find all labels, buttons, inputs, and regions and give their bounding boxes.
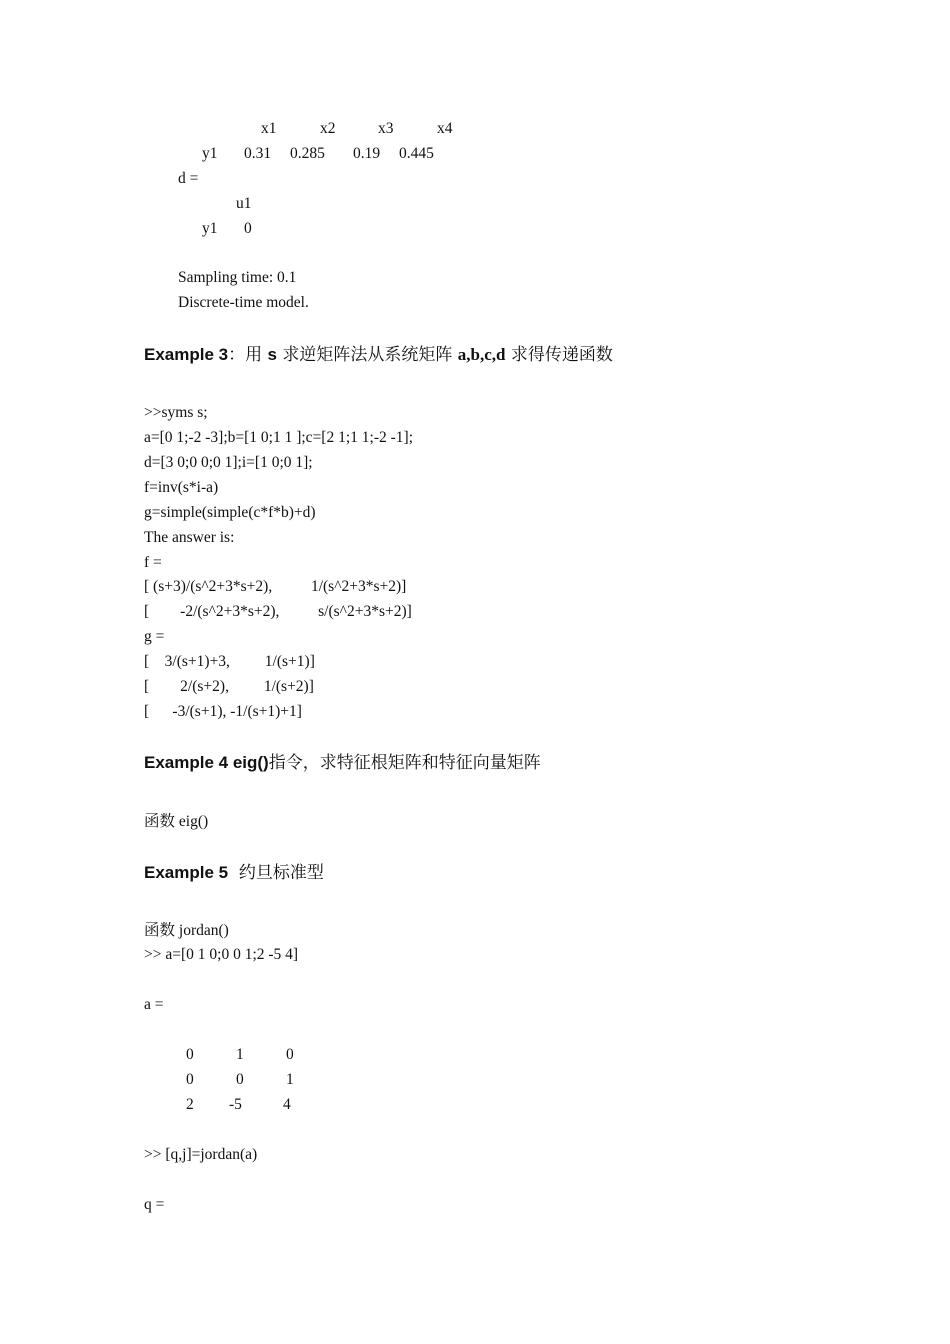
example-5-heading: Example 5 约旦标准型 <box>144 863 324 883</box>
example-4-heading: Example 4 eig()指令，求特征根矩阵和特征向量矩阵 <box>144 753 541 773</box>
example-5-text: 函数 jordan() <box>144 921 229 939</box>
matrix-cell: 1 <box>286 1071 294 1088</box>
col-header-x4: x4 <box>437 120 453 137</box>
col-header-x2: x2 <box>320 120 336 137</box>
matrix-cell: 0 <box>286 1046 294 1063</box>
code-line: >>syms s; <box>144 404 208 421</box>
code-line: [ -2/(s^2+3*s+2), s/(s^2+3*s+2)] <box>144 603 412 620</box>
example-4-label: Example 4 eig() <box>144 753 269 772</box>
code-line: d=[3 0;0 0;0 1];i=[1 0;0 1]; <box>144 454 313 471</box>
c-value: 0.445 <box>399 145 434 162</box>
col-header-x1: x1 <box>261 120 277 137</box>
matrix-cell: 0 <box>186 1046 194 1063</box>
model-type: Discrete-time model. <box>178 294 309 311</box>
example-5-label: Example 5 <box>144 863 229 882</box>
code-line: a=[0 1;-2 -3];b=[1 0;1 1 ];c=[2 1;1 1;-2 -1]; <box>144 429 413 446</box>
code-line: [ 3/(s+1)+3, 1/(s+1)] <box>144 653 315 670</box>
q-matrix-label: q = <box>144 1196 165 1213</box>
example-3-heading: Example 3：用 s 求逆矩阵法从系统矩阵 a,b,c,d 求得传递函数 <box>144 345 613 365</box>
sampling-time: Sampling time: 0.1 <box>178 269 297 286</box>
d-row-label-y1: y1 <box>202 220 218 237</box>
code-line: f=inv(s*i-a) <box>144 479 219 496</box>
code-line: [ 2/(s+2), 1/(s+2)] <box>144 678 314 695</box>
c-value: 0.31 <box>244 145 272 162</box>
d-matrix-label: d = <box>178 170 199 187</box>
code-line: g=simple(simple(c*f*b)+d) <box>144 504 316 521</box>
col-header-x3: x3 <box>378 120 394 137</box>
matrix-cell: 4 <box>283 1096 291 1113</box>
code-line: >> [q,j]=jordan(a) <box>144 1146 258 1163</box>
code-line: [ (s+3)/(s^2+3*s+2), 1/(s^2+3*s+2)] <box>144 578 407 595</box>
code-line: >> a=[0 1 0;0 0 1;2 -5 4] <box>144 946 299 963</box>
example-4-text: 函数 eig() <box>144 812 209 830</box>
d-value: 0 <box>244 220 252 237</box>
matrix-cell: -5 <box>229 1096 242 1113</box>
c-value: 0.285 <box>290 145 325 162</box>
c-value: 0.19 <box>353 145 381 162</box>
example-3-label: Example 3 <box>144 345 229 364</box>
code-line: The answer is: <box>144 529 235 546</box>
d-col-header-u1: u1 <box>236 195 252 212</box>
code-line: f = <box>144 554 162 571</box>
code-line: g = <box>144 628 165 645</box>
row-label-y1: y1 <box>202 145 218 162</box>
code-line: [ -3/(s+1), -1/(s+1)+1] <box>144 703 302 720</box>
matrix-cell: 0 <box>236 1071 244 1088</box>
matrix-cell: 0 <box>186 1071 194 1088</box>
a-matrix-label: a = <box>144 996 164 1013</box>
matrix-cell: 1 <box>236 1046 244 1063</box>
matrix-cell: 2 <box>186 1096 194 1113</box>
